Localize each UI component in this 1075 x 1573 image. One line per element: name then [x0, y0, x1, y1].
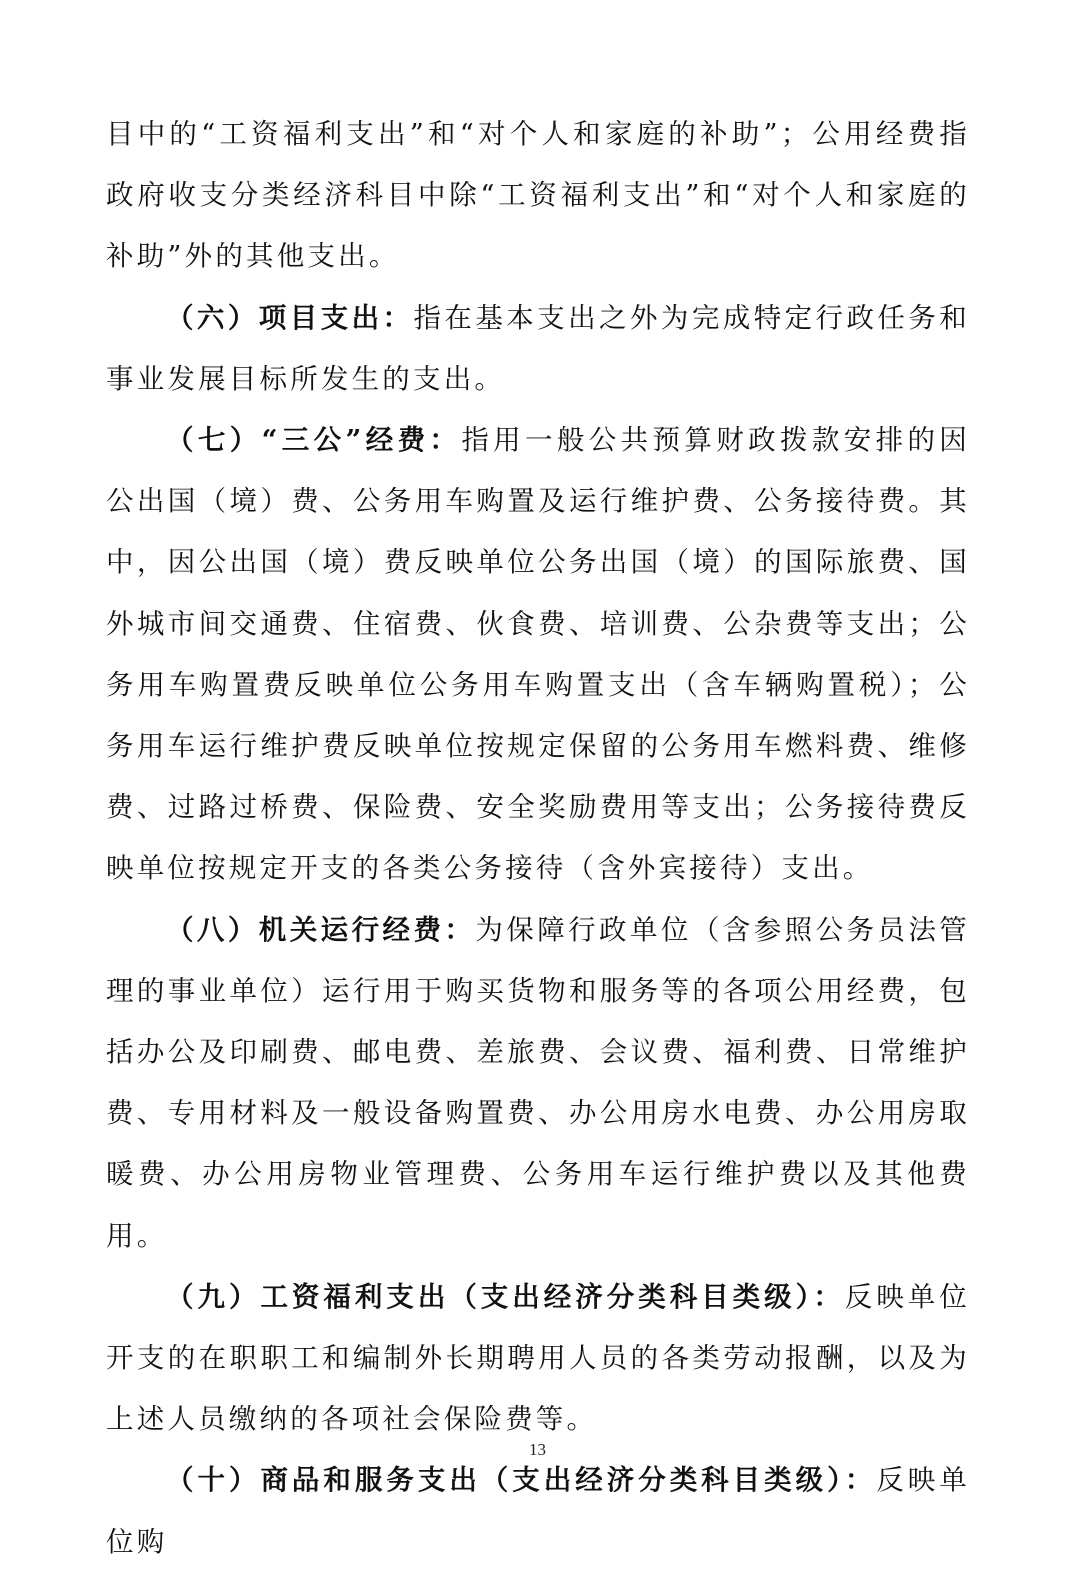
paragraph-project-expenditure	[106, 288, 970, 410]
paragraph-goods-services	[106, 1450, 970, 1572]
paragraph-text: 目中的“工资福利支出”和“对个人和家庭的补助”；公用经费指政府收支分类经济科目中除“工资福利支出”和“对个人和家庭的补助”外的其他支出。	[106, 118, 970, 273]
paragraph-text: 指在基本支出之外为完成特定行政任务和事业发展目标所发生的支出。	[106, 301, 970, 395]
paragraph-agency-operating-funds	[106, 900, 970, 1267]
paragraph-text: 为保障行政单位（含参照公务员法管理的事业单位）运行用于购买货物和服务等的各项公用经费，包括办公及印刷费、邮电费、差旅费、会议费、福利费、日常维护费、专用材料及一般设备购置费、办公用房水电费、办公用房取暖费、办公用房物业管理费、公务用车运行维护费以及其他费用。	[106, 913, 971, 1252]
paragraph-wage-welfare	[106, 1267, 970, 1451]
paragraph-text: 反映单位购	[106, 1464, 970, 1558]
term-heading: （九）工资福利支出（支出经济分类科目类级）：	[166, 1280, 845, 1313]
term-heading: （六）项目支出：	[166, 301, 414, 334]
body-text	[106, 104, 970, 1573]
paragraph-continuation	[106, 104, 970, 288]
paragraph-text: 指用一般公共预算财政拨款安排的因公出国（境）费、公务用车购置及运行维护费、公务接待费。其中，因公出国（境）费反映单位公务出国（境）的国际旅费、国外城市间交通费、住宿费、伙食费、培训费、公杂费等支出；公务用车购置费反映单位公务用车购置支出（含车辆购置税）；公务用车运行维护费反映单位按规定保留的公务用车燃料费、维修费、过路过桥费、保险费、安全奖励费用等支出；公务接待费反映单位按规定开支的各类公务接待（含外宾接待）支出。	[106, 424, 971, 885]
page-number: 13	[529, 1440, 546, 1459]
term-heading: （八）机关运行经费：	[166, 913, 476, 946]
term-heading: （七）“三公”经费：	[166, 424, 462, 457]
paragraph-text: 反映单位开支的在职职工和编制外长期聘用人员的各类劳动报酬，以及为上述人员缴纳的各项社会保险费等。	[106, 1280, 970, 1436]
term-heading: （十）商品和服务支出（支出经济分类科目类级）：	[166, 1464, 877, 1497]
paragraph-three-public-funds	[106, 410, 970, 900]
